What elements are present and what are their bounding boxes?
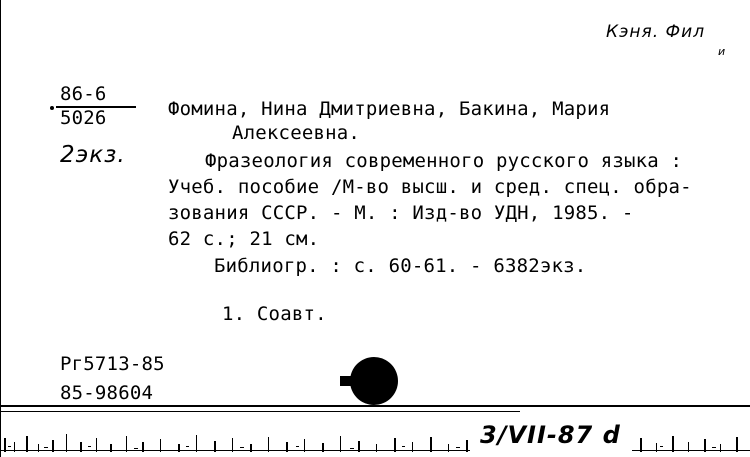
title-line: Учеб. пособие /М-во высш. и сред. спец. обра-: [168, 176, 692, 198]
handwritten-date-stamp: [478, 417, 628, 457]
bottom-rule-secondary: [0, 411, 520, 412]
handwritten-date: 3/VII-87 d: [480, 421, 621, 449]
class-number-bottom: 5026: [60, 107, 107, 129]
author-line-continued: Алексеевна.: [232, 122, 361, 144]
tracing-line: 1. Соавт.: [222, 303, 327, 325]
author-line: Фомина, Нина Дмитриевна, Бакина, Мария: [168, 98, 611, 120]
punch-hole-blot: [350, 357, 398, 405]
bottom-rule: [0, 405, 750, 407]
handwritten-copies-note: 2экз.: [60, 142, 126, 168]
card-left-edge: [0, 0, 1, 457]
scan-noise: [0, 420, 750, 457]
registration-number: Рг5713-85: [60, 353, 165, 375]
handwritten-corner-note: Кэня. Фил: [606, 22, 706, 42]
registration-number: 85-98604: [60, 382, 154, 404]
handwritten-corner-mark: и: [718, 45, 726, 58]
imprint-line: зования СССР. - М. : Изд-во УДН, 1985. -: [168, 202, 634, 224]
bibliography-note: Библиогр. : с. 60-61. - 6382экз.: [214, 255, 587, 277]
class-number-top: 86-6: [60, 83, 107, 105]
punch-hole-tab: [340, 376, 354, 386]
physical-description-line: 62 с.; 21 см.: [168, 228, 320, 250]
title-line: Фразеология современного русского языка :: [205, 150, 683, 172]
class-number-dot: [50, 106, 54, 110]
